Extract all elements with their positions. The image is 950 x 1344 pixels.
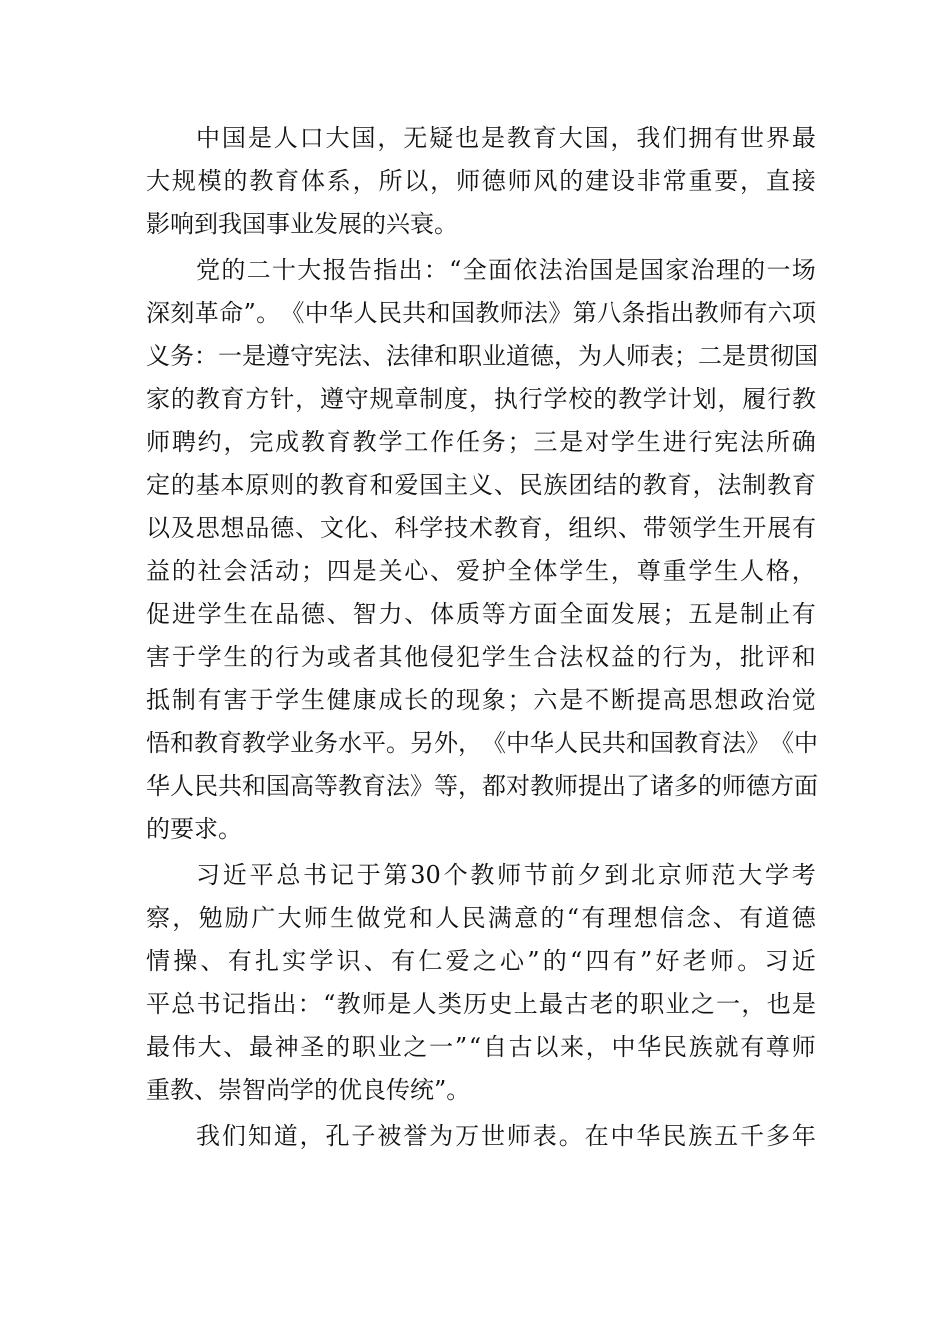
text-line: 抵 制 有 害 于 学 生 健 康 成 长 的 现 象 ； 六 是 不 断 提 高 思 想 政 治 觉 xyxy=(146,686,816,714)
text-line: 中 国 是 人 口 大 国 ， 无 疑 也 是 教 育 大 国 ， 我 们 拥 有 世 界 最 xyxy=(196,124,816,152)
text-line: 影响到我国事业发展的兴衰。 xyxy=(146,210,458,238)
text-line: 义 务 ： 一 是 遵 守 宪 法 、 法 律 和 职 业 道 德 ， 为 人 师 表 ； 二 是 贯 彻 国 xyxy=(146,342,818,370)
paragraph xyxy=(146,854,816,1112)
paragraph xyxy=(146,1115,816,1158)
text-line: 悟 和 教 育 教 学 业 务 水 平 。 另 外 ， 《 中 华 人 民 共 和 国 教 育 法 》 《 中 xyxy=(146,729,818,757)
text-line: 师 聘 约 ， 完 成 教 育 教 学 工 作 任 务 ； 三 是 对 学 生 进 行 宪 法 所 确 xyxy=(146,428,816,456)
text-line: 促 进 学 生 在 品 德 、 智 力 、 体 质 等 方 面 全 面 发 展 ； 五 是 制 止 有 xyxy=(146,600,816,628)
text-line: 我 们 知 道 ， 孔 子 被 誉 为 万 世 师 表 。 在 中 华 民 族 五 千 多 年 xyxy=(196,1122,816,1150)
text-line: 大 规 模 的 教 育 体 系 ， 所 以 ， 师 德 师 风 的 建 设 非 常 重 要 ， 直 接 xyxy=(146,167,816,195)
paragraph xyxy=(146,249,816,851)
text-line: 以 及 思 想 品 德 、 文 化 、 科 学 技 术 教 育 ， 组 织 、 带 领 学 生 开 展 有 xyxy=(146,514,816,542)
document-body xyxy=(146,117,816,1158)
text-line: 察 ， 勉 励 广 大 师 生 做 党 和 人 民 满 意 的 “ 有 理 想 信 念 、 有 道 德 xyxy=(146,904,816,932)
text-line: 最 伟 大 、 最 神 圣 的 职 业 之 一 ” “ 自 古 以 来 ， 中 华 民 族 就 有 尊 师 xyxy=(146,1033,816,1061)
text-line: 定 的 基 本 原 则 的 教 育 和 爱 国 主 义 、 民 族 团 结 的 教 育 ， 法 制 教 育 xyxy=(146,471,816,499)
text-line: 害 于 学 生 的 行 为 或 者 其 他 侵 犯 学 生 合 法 权 益 的 行 为 ， 批 评 和 xyxy=(146,643,816,671)
text-line: 习 近 平 总 书 记 于 第 30 个 教 师 节 前 夕 到 北 京 师 范 大 学 考 xyxy=(196,861,816,889)
text-line: 华 人 民 共 和 国 高 等 教 育 法 》 等 ， 都 对 教 师 提 出 了 诸 多 的 师 德 方 面 xyxy=(146,772,818,800)
text-line: 平 总 书 记 指 出 ： “ 教 师 是 人 类 历 史 上 最 古 老 的 职 业 之 一 ， 也 是 xyxy=(146,990,816,1018)
text-line: 情 操 、 有 扎 实 学 识 、 有 仁 爱 之 心 ” 的 “ 四 有 ” 好 老 师 。 习 近 xyxy=(146,947,816,975)
text-line: 家 的 教 育 方 针 ， 遵 守 规 章 制 度 ， 执 行 学 校 的 教 学 计 划 ， 履 行 教 xyxy=(146,385,816,413)
text-line: 党 的 二 十 大 报 告 指 出 ： “ 全 面 依 法 治 国 是 国 家 治 理 的 一 场 xyxy=(196,256,816,284)
text-line: 重教、崇智尚学的优良传统”。 xyxy=(146,1076,471,1104)
text-line: 深 刻 革 命 ” 。 《 中 华 人 民 共 和 国 教 师 法 》 第 八 条 指 出 教 师 有 六 项 xyxy=(146,299,816,327)
text-line: 的要求。 xyxy=(146,815,242,843)
paragraph xyxy=(146,117,816,246)
text-line: 益 的 社 会 活 动 ； 四 是 关 心 、 爱 护 全 体 学 生 ， 尊 重 学 生 人 格 ， xyxy=(146,557,816,585)
